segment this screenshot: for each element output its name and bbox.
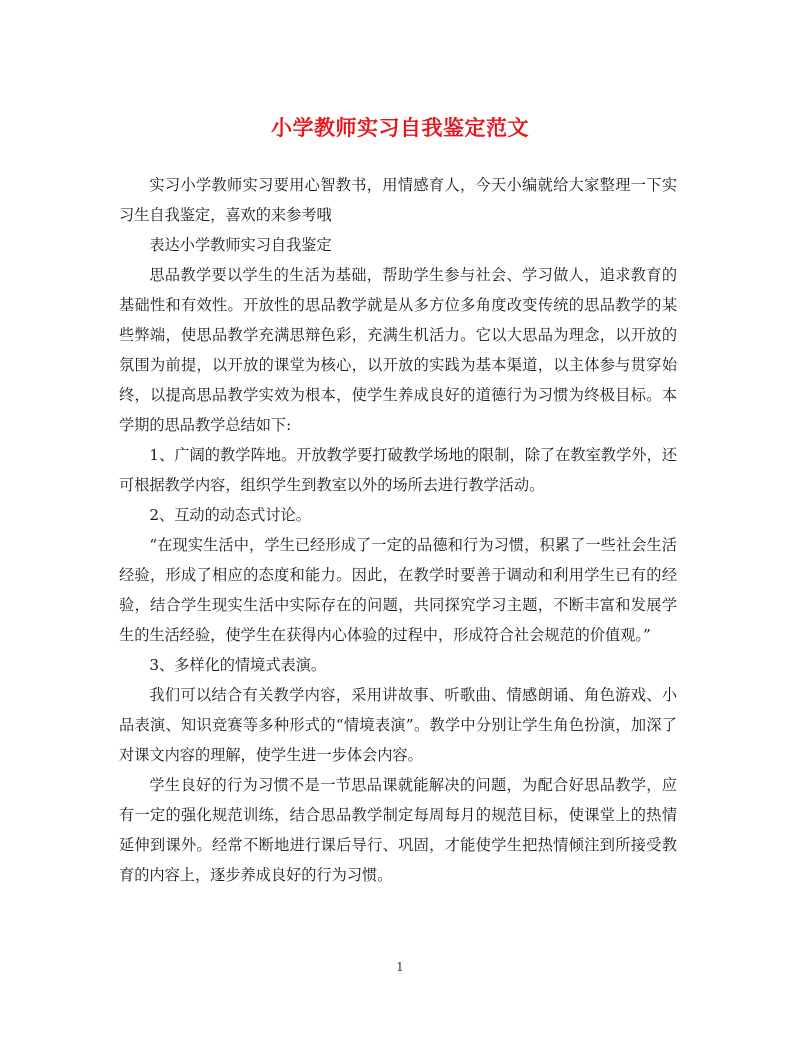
paragraph-subheading: 表达小学教师实习自我鉴定: [149, 236, 332, 254]
document-title: 小学教师实习自我鉴定范文: [271, 115, 529, 140]
paragraph-intro: 实习小学教师实习要用心智教书，用情感育人，今天小编就给大家整理一下实习生自我鉴定，喜欢的来参考哦: [119, 176, 677, 224]
paragraph-habits: 学生良好的行为习惯不是一节思品课就能解决的问题，为配合好思品教学，应有一定的强化规范训练，结合思品教学制定每周每月的规范目标，使课堂上的热情延伸到课外。经常不断地进行课后导行、巩固，才能使学生把热情倾注到所接受教育的内容上，逐步养成良好的行为习惯。: [119, 776, 677, 884]
page-number: 1: [396, 960, 404, 974]
paragraph-point-2: 2、互动的动态式讨论。: [149, 506, 311, 524]
paragraph-performance: 我们可以结合有关教学内容，采用讲故事、听歌曲、情感朗诵、角色游戏、小品表演、知识竞赛等多种形式的“情境表演”。教学中分别让学生角色扮演，加深了对课文内容的理解，使学生进一步体会内容。: [119, 686, 677, 764]
paragraph-point-3: 3、多样化的情境式表演。: [149, 656, 327, 674]
paragraph-overview: 思品教学要以学生的生活为基础，帮助学生参与社会、学习做人，追求教育的基础性和有效性。开放性的思品教学就是从多方位多角度改变传统的思品教学的某些弊端，使思品教学充满思辩色彩，充满生机活力。它以大思品为理念，以开放的氛围为前提，以开放的课堂为核心，以开放的实践为基本渠道，以主体参与贯穿始终，以提高思品教学实效为根本，使学生养成良好的道德行为习惯为终极目标。本学期的思品教学总结如下:: [119, 266, 677, 434]
paragraph-quote: “在现实生活中，学生已经形成了一定的品德和行为习惯，积累了一些社会生活经验，形成了相应的态度和能力。因此，在教学时要善于调动和利用学生已有的经验，结合学生现实生活中实际存在的问题，共同探究学习主题，不断丰富和发展学生的生活经验，使学生在获得内心体验的过程中，形成符合社会规范的价值观。”: [119, 536, 677, 644]
document-body: [119, 170, 677, 890]
paragraph-point-1: 1、广阔的教学阵地。开放教学要打破教学场地的限制，除了在教室教学外，还可根据教学内容，组织学生到教室以外的场所去进行教学活动。: [119, 446, 677, 494]
